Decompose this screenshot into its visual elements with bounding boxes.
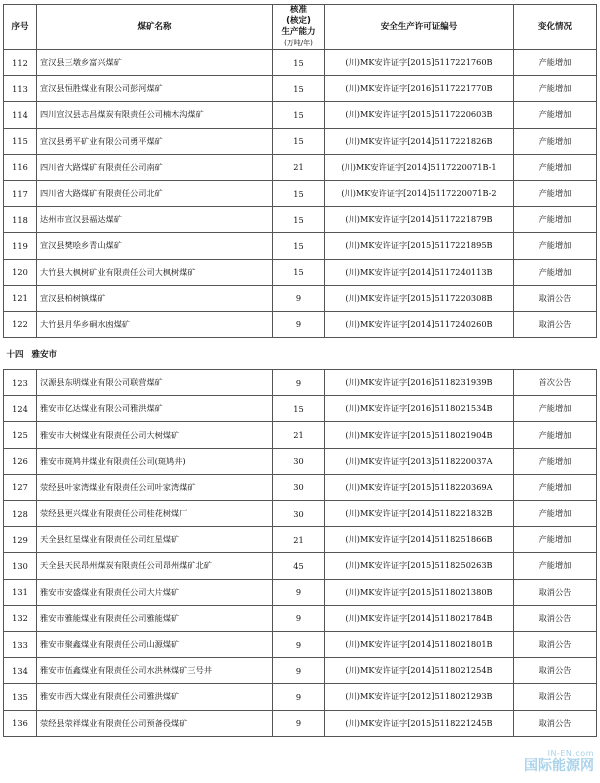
table-body-dazhou xyxy=(4,50,597,338)
cell-capacity: 15 xyxy=(273,259,325,285)
cell-name: 四川省大路煤矿有限责任公司南矿 xyxy=(37,154,273,180)
cell-name: 雅安市安盛煤业有限责任公司大片煤矿 xyxy=(37,579,273,605)
cell-license: (川)MK安许证字[2016]5118231939B xyxy=(325,370,514,396)
table-row xyxy=(4,474,597,500)
table-row xyxy=(4,527,597,553)
cell-name: 宣汉县柏树镇煤矿 xyxy=(37,285,273,311)
cell-change: 取消公告 xyxy=(514,710,597,736)
cell-license: (川)MK安许证字[2016]5117221770B xyxy=(325,76,514,102)
cell-change: 产能增加 xyxy=(514,102,597,128)
cell-change: 产能增加 xyxy=(514,233,597,259)
cell-change: 产能增加 xyxy=(514,422,597,448)
cell-license: (川)MK安许证字[2014]5117220071B-1 xyxy=(325,154,514,180)
table-row xyxy=(4,154,597,180)
cell-capacity: 15 xyxy=(273,233,325,259)
cell-license: (川)MK安许证字[2014]5117240113B xyxy=(325,259,514,285)
table-row xyxy=(4,285,597,311)
table-row xyxy=(4,259,597,285)
table-row xyxy=(4,631,597,657)
cell-name: 四川省大路煤矿有限责任公司北矿 xyxy=(37,180,273,206)
cell-no: 133 xyxy=(4,631,37,657)
cell-no: 135 xyxy=(4,684,37,710)
section-title xyxy=(4,338,597,370)
cell-capacity: 9 xyxy=(273,285,325,311)
cell-no: 119 xyxy=(4,233,37,259)
cell-name: 雅安市亿达煤业有限公司雅洪煤矿 xyxy=(37,396,273,422)
cell-no: 126 xyxy=(4,448,37,474)
cell-no: 115 xyxy=(4,128,37,154)
cell-no: 128 xyxy=(4,501,37,527)
cell-name: 荥经县叶家湾煤业有限责任公司叶家湾煤矿 xyxy=(37,474,273,500)
cell-name: 雅安市斑鸠井煤业有限责任公司(斑鸠井) xyxy=(37,448,273,474)
cell-capacity: 15 xyxy=(273,102,325,128)
cell-license: (川)MK安许证字[2015]5117221895B xyxy=(325,233,514,259)
cell-name: 荥经县更兴煤业有限责任公司桂花树煤厂 xyxy=(37,501,273,527)
cell-no: 121 xyxy=(4,285,37,311)
header-license: 安全生产许可证编号 xyxy=(325,5,514,50)
cell-change: 产能增加 xyxy=(514,553,597,579)
cell-change: 取消公告 xyxy=(514,605,597,631)
cell-capacity: 30 xyxy=(273,501,325,527)
cell-capacity: 45 xyxy=(273,553,325,579)
cell-no: 112 xyxy=(4,50,37,76)
cell-license: (川)MK安许证字[2014]5117221879B xyxy=(325,207,514,233)
section-index: 十四 xyxy=(6,349,24,360)
cell-license: (川)MK安许证字[2015]5118021904B xyxy=(325,422,514,448)
cell-name: 宣汉县樊哙乡青山煤矿 xyxy=(37,233,273,259)
cell-name: 汉源县东明煤业有限公司联营煤矿 xyxy=(37,370,273,396)
header-capacity-unit: (万吨/年) xyxy=(284,39,313,47)
cell-license: (川)MK安许证字[2014]5118251866B xyxy=(325,527,514,553)
table-row xyxy=(4,710,597,736)
cell-no: 114 xyxy=(4,102,37,128)
table-header-row xyxy=(4,5,597,50)
table-row xyxy=(4,370,597,396)
table-row xyxy=(4,396,597,422)
cell-no: 122 xyxy=(4,311,37,337)
cell-name: 宣汉县勇平矿业有限公司勇平煤矿 xyxy=(37,128,273,154)
table-row xyxy=(4,50,597,76)
cell-name: 天全县红星煤业有限责任公司红星煤矿 xyxy=(37,527,273,553)
cell-capacity: 21 xyxy=(273,422,325,448)
header-capacity-line1: 核准 xyxy=(289,5,307,15)
cell-change: 产能增加 xyxy=(514,396,597,422)
cell-license: (川)MK安许证字[2015]5118021380B xyxy=(325,579,514,605)
cell-name: 大竹县大枫树矿业有限责任公司大枫树煤矿 xyxy=(37,259,273,285)
cell-no: 129 xyxy=(4,527,37,553)
table-row xyxy=(4,579,597,605)
cell-change: 产能增加 xyxy=(514,154,597,180)
cell-license: (川)MK安许证字[2014]5117221826B xyxy=(325,128,514,154)
table-row xyxy=(4,553,597,579)
cell-license: (川)MK安许证字[2016]5118021534B xyxy=(325,396,514,422)
cell-name: 宣汉县恒胜煤业有限公司彭河煤矿 xyxy=(37,76,273,102)
cell-no: 113 xyxy=(4,76,37,102)
cell-change: 取消公告 xyxy=(514,658,597,684)
header-capacity-line3: 生产能力 xyxy=(281,27,316,37)
cell-license: (川)MK安许证字[2014]5117240260B xyxy=(325,311,514,337)
header-no: 序号 xyxy=(4,5,37,50)
cell-name: 雅安市大树煤业有限责任公司大树煤矿 xyxy=(37,422,273,448)
cell-license: (川)MK安许证字[2015]5118220369A xyxy=(325,474,514,500)
cell-name: 达州市宣汉县福达煤矿 xyxy=(37,207,273,233)
cell-capacity: 15 xyxy=(273,396,325,422)
watermark-url: IN-EN.com xyxy=(547,749,594,758)
cell-license: (川)MK安许证字[2015]5117220308B xyxy=(325,285,514,311)
header-capacity xyxy=(273,5,325,50)
cell-change: 取消公告 xyxy=(514,579,597,605)
cell-license: (川)MK安许证字[2015]5118250263B xyxy=(325,553,514,579)
table-row xyxy=(4,207,597,233)
cell-capacity: 9 xyxy=(273,311,325,337)
cell-no: 116 xyxy=(4,154,37,180)
cell-capacity: 30 xyxy=(273,474,325,500)
cell-change: 产能增加 xyxy=(514,180,597,206)
table-row xyxy=(4,233,597,259)
cell-capacity: 15 xyxy=(273,180,325,206)
cell-no: 123 xyxy=(4,370,37,396)
cell-no: 132 xyxy=(4,605,37,631)
cell-change: 产能增加 xyxy=(514,474,597,500)
table-row xyxy=(4,448,597,474)
table-row xyxy=(4,102,597,128)
cell-name: 雅安市雅能煤业有限责任公司雅能煤矿 xyxy=(37,605,273,631)
cell-license: (川)MK安许证字[2015]5118221245B xyxy=(325,710,514,736)
cell-no: 131 xyxy=(4,579,37,605)
section-name: 雅安市 xyxy=(31,349,58,360)
cell-license: (川)MK安许证字[2014]5118021784B xyxy=(325,605,514,631)
cell-change: 产能增加 xyxy=(514,128,597,154)
cell-no: 127 xyxy=(4,474,37,500)
cell-change: 取消公告 xyxy=(514,684,597,710)
cell-change: 产能增加 xyxy=(514,448,597,474)
coal-mine-table xyxy=(3,4,597,737)
header-capacity-line2: (核定) xyxy=(286,16,311,26)
cell-name: 雅安市西大煤业有限责任公司雅洪煤矿 xyxy=(37,684,273,710)
cell-name: 天全县天民昂州煤炭有限责任公司昂州煤矿北矿 xyxy=(37,553,273,579)
cell-capacity: 9 xyxy=(273,631,325,657)
cell-capacity: 15 xyxy=(273,76,325,102)
table-row xyxy=(4,658,597,684)
cell-change: 取消公告 xyxy=(514,311,597,337)
cell-name: 大竹县月华乡硐水凼煤矿 xyxy=(37,311,273,337)
cell-license: (川)MK安许证字[2014]5118221832B xyxy=(325,501,514,527)
cell-change: 产能增加 xyxy=(514,259,597,285)
cell-capacity: 9 xyxy=(273,579,325,605)
cell-license: (川)MK安许证字[2012]5118021293B xyxy=(325,684,514,710)
table-row xyxy=(4,501,597,527)
cell-capacity: 9 xyxy=(273,605,325,631)
cell-change: 产能增加 xyxy=(514,76,597,102)
cell-license: (川)MK安许证字[2015]5117221760B xyxy=(325,50,514,76)
cell-no: 130 xyxy=(4,553,37,579)
cell-capacity: 9 xyxy=(273,658,325,684)
cell-capacity: 21 xyxy=(273,527,325,553)
table-row xyxy=(4,605,597,631)
cell-name: 四川宣汉县志昌煤炭有限责任公司楠木沟煤矿 xyxy=(37,102,273,128)
section-block xyxy=(4,338,597,370)
table-row xyxy=(4,684,597,710)
cell-change: 产能增加 xyxy=(514,50,597,76)
cell-name: 雅安市伍鑫煤业有限责任公司水洪林煤矿三号井 xyxy=(37,658,273,684)
cell-capacity: 15 xyxy=(273,207,325,233)
header-change: 变化情况 xyxy=(514,5,597,50)
cell-change: 产能增加 xyxy=(514,501,597,527)
table-row xyxy=(4,180,597,206)
cell-capacity: 30 xyxy=(273,448,325,474)
header-name: 煤矿名称 xyxy=(37,5,273,50)
watermark-logo-text: 国际能源网 xyxy=(524,758,594,774)
cell-license: (川)MK安许证字[2014]5117220071B-2 xyxy=(325,180,514,206)
table-row xyxy=(4,422,597,448)
cell-name: 荥经县荥祥煤业有限责任公司预备役煤矿 xyxy=(37,710,273,736)
cell-no: 117 xyxy=(4,180,37,206)
cell-no: 136 xyxy=(4,710,37,736)
cell-capacity: 15 xyxy=(273,50,325,76)
cell-license: (川)MK安许证字[2013]5118220037A xyxy=(325,448,514,474)
cell-change: 首次公告 xyxy=(514,370,597,396)
cell-change: 取消公告 xyxy=(514,631,597,657)
cell-capacity: 9 xyxy=(273,370,325,396)
cell-capacity: 9 xyxy=(273,710,325,736)
cell-no: 124 xyxy=(4,396,37,422)
cell-no: 118 xyxy=(4,207,37,233)
cell-change: 取消公告 xyxy=(514,285,597,311)
cell-change: 产能增加 xyxy=(514,527,597,553)
table-body-yaan xyxy=(4,370,597,737)
cell-license: (川)MK安许证字[2015]5117220603B xyxy=(325,102,514,128)
cell-license: (川)MK安许证字[2014]5118021254B xyxy=(325,658,514,684)
cell-name: 雅安市聚鑫煤业有限责任公司山源煤矿 xyxy=(37,631,273,657)
table-row xyxy=(4,128,597,154)
section-row xyxy=(4,338,597,370)
watermark xyxy=(510,749,594,779)
cell-change: 产能增加 xyxy=(514,207,597,233)
table-row xyxy=(4,76,597,102)
cell-capacity: 9 xyxy=(273,684,325,710)
cell-capacity: 21 xyxy=(273,154,325,180)
cell-license: (川)MK安许证字[2014]5118021801B xyxy=(325,631,514,657)
cell-no: 125 xyxy=(4,422,37,448)
cell-capacity: 15 xyxy=(273,128,325,154)
cell-name: 宣汉县三墩乡富兴煤矿 xyxy=(37,50,273,76)
cell-no: 120 xyxy=(4,259,37,285)
cell-no: 134 xyxy=(4,658,37,684)
table-row xyxy=(4,311,597,337)
